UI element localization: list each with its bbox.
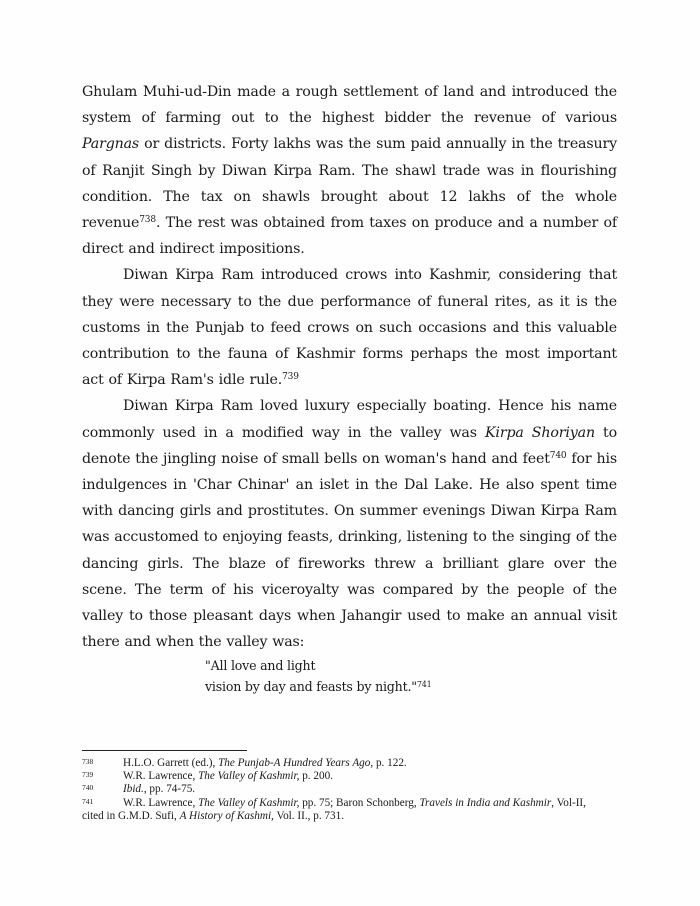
footnote-title: The Valley of Kashmir, — [198, 796, 300, 809]
footnote-title-2: Travels in India and Kashmir — [419, 796, 552, 809]
italic-term-kirpa-shoriyan: Kirpa Shoriyan — [484, 424, 595, 441]
footnote-title: The Punjab-A Hundred Years Ago — [218, 757, 371, 769]
footnote-page: pp. 75; Baron Schonberg, — [299, 796, 420, 809]
footnote-741-continuation — [82, 810, 622, 823]
footnote-number: 741 — [82, 796, 94, 806]
verse-line-2-text: vision by day and feasts by night." — [205, 679, 417, 694]
footnotes — [82, 757, 622, 823]
body-text — [82, 79, 617, 655]
footnote-738 — [82, 757, 622, 770]
verse-quote — [205, 655, 585, 697]
text-run: Diwan Kirpa Ram loved luxury especially boating. Hence his name commonly used in a modified way in the valley was — [82, 398, 617, 441]
text-run: or districts. Forty lakhs was the sum paid annually in the treasury of Ranjit Singh by Diwan Kirpa Ram. The shawl trade was in flourishing condition. The tax on shawls brought about 12 lakhs of the whole revenue — [82, 136, 617, 232]
footnote-title: Ibid. — [123, 783, 144, 796]
footnote-ref-739[interactable]: 739 — [282, 372, 299, 383]
footnote-740 — [82, 783, 622, 796]
footnote-title: The Valley of Kashmir, — [198, 770, 300, 783]
footnote-page: , p. 122. — [370, 757, 407, 769]
footnote-page: p. 200. — [299, 770, 333, 783]
verse-line-1: "All love and light — [205, 658, 316, 673]
italic-term-pargnas: Pargnas — [82, 136, 140, 153]
footnote-title-3: A History of Kashmi, — [179, 809, 274, 822]
footnote-741 — [82, 797, 622, 823]
footnote-number: 740 — [82, 783, 94, 793]
text-run: Diwan Kirpa Ram introduced crows into Kashmir, considering that they were necessary to the due performance of funeral rites, as it is the customs in the Punjab to feed crows on such occasions and this valuable contribution to the fauna of Kashmir forms perhaps the most important act of Kirpa Ram's idle rule. — [82, 267, 617, 389]
footnote-separator — [82, 750, 247, 751]
footnote-author: W.R. Lawrence, — [123, 770, 199, 783]
text-run: . The rest was obtained from taxes on produce and a number of direct and indirect impositions. — [82, 215, 617, 258]
paragraph-1 — [82, 79, 617, 262]
footnote-number: 739 — [82, 770, 94, 780]
footnote-page: , pp. 74-75. — [143, 783, 196, 796]
footnote-page: Vol. II., p. 731. — [273, 809, 344, 822]
footnote-volume: , Vol-II, — [551, 796, 586, 809]
paragraph-3 — [82, 393, 617, 655]
footnote-ref-741[interactable]: 741 — [416, 680, 432, 689]
footnote-author: H.L.O. Garrett (ed.), — [123, 757, 219, 769]
footnote-ref-740[interactable]: 740 — [549, 450, 567, 461]
text-run: Ghulam Muhi-ud-Din made a rough settlement of land and introduced the system of farming out to the highest bidder the revenue of various — [82, 84, 617, 127]
footnote-ref-738[interactable]: 738 — [139, 215, 156, 226]
verse-line-2 — [205, 676, 585, 697]
footnote-number: 738 — [82, 757, 94, 766]
text-run: to denote the jingling noise of small bells on woman's hand and feet — [82, 424, 617, 467]
footnote-739 — [82, 770, 622, 783]
paragraph-2 — [82, 262, 617, 393]
footnote-author: W.R. Lawrence, — [123, 796, 199, 809]
text-run: for his indulgences in 'Char Chinar' an islet in the Dal Lake. He also spent time with dancing girls and prostitutes. On summer evenings Diwan Kirpa Ram was accustomed to enjoying feasts, drinking, listening to the singing of the dancing girls. The blaze of fireworks threw a brilliant glare over the scene. The term of his viceroyalty was compared by the people of the valley to those pleasant days when Jahangir used to make an annual visit there and when the valley was: — [82, 450, 617, 651]
footnote-cited-in: cited in G.M.D. Sufi, — [82, 809, 180, 822]
